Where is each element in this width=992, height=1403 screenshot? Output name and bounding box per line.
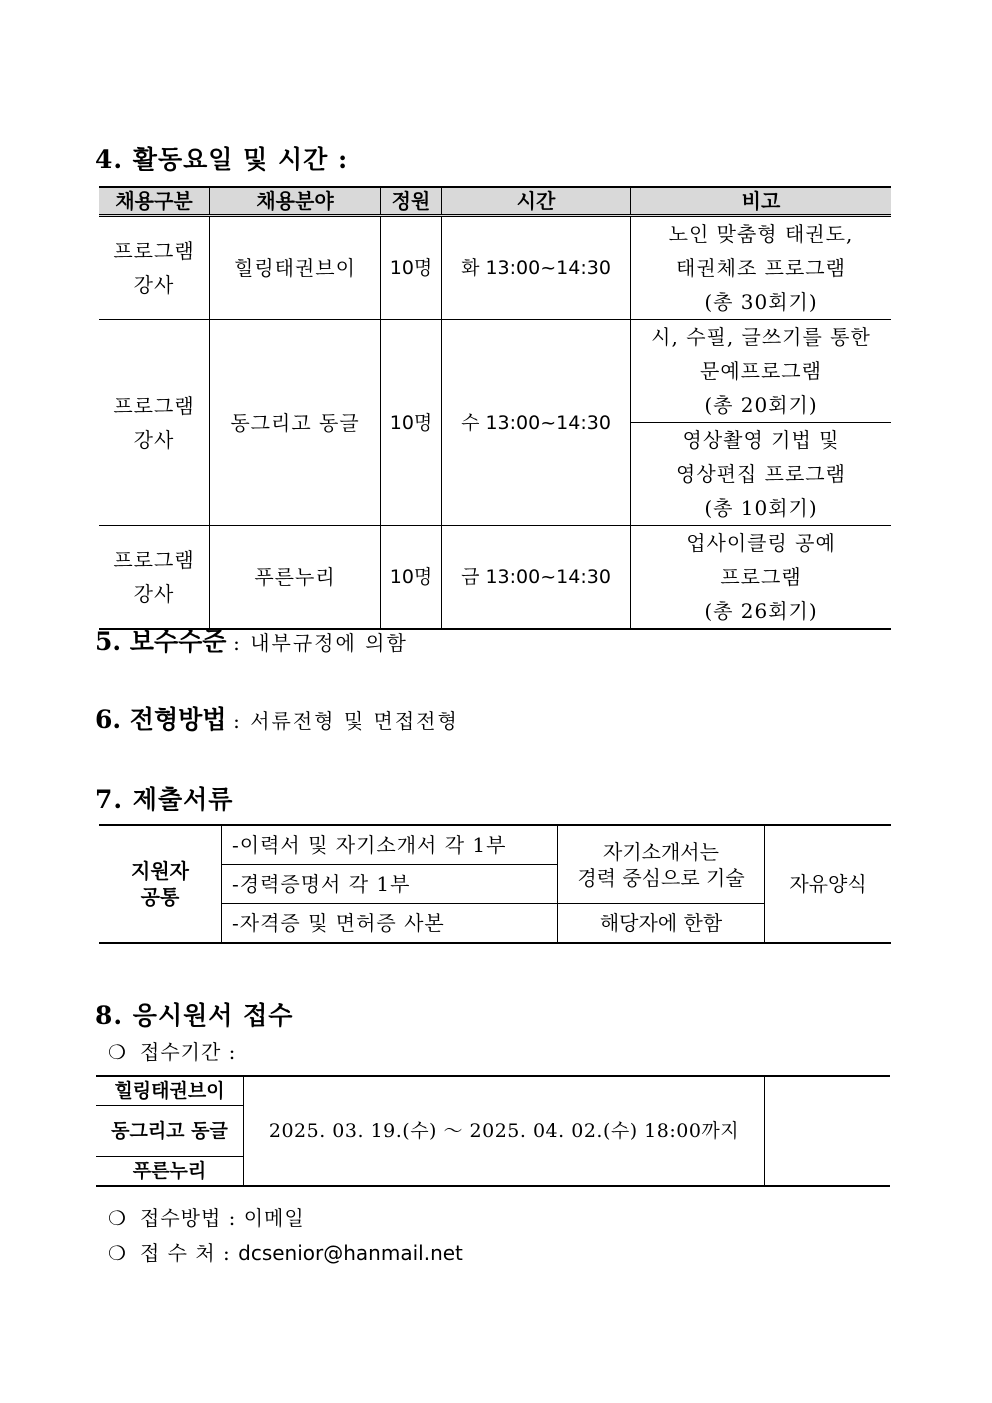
category-line: 지원자 bbox=[131, 859, 189, 883]
note-line: (총 20회기) bbox=[704, 393, 818, 417]
document-remark: 해당자에 한함 bbox=[558, 904, 765, 944]
period-label: 접수기간 : bbox=[140, 1040, 237, 1064]
remark-line: 자기소개서는 bbox=[603, 839, 719, 864]
email-link[interactable]: dcsenior@hanmail.net bbox=[238, 1241, 463, 1265]
category-line: 강사 bbox=[133, 273, 175, 297]
program-name: 동그리고 동글 bbox=[96, 1106, 244, 1157]
row-quota: 10명 bbox=[381, 526, 442, 630]
row-time: 수 13:00~14:30 bbox=[442, 320, 631, 526]
section4-heading: 4. 활동요일 및 시간 : bbox=[95, 145, 349, 174]
note-line: 시, 수필, 글쓰기를 통한 bbox=[651, 325, 871, 349]
circle-bullet-icon: ❍ bbox=[108, 1206, 127, 1230]
row-category bbox=[99, 216, 210, 320]
circle-bullet-icon: ❍ bbox=[108, 1040, 127, 1064]
document-item: -이력서 및 자기소개서 각 1부 bbox=[222, 825, 558, 865]
table-row bbox=[96, 1076, 890, 1106]
header-category: 채용구분 bbox=[99, 187, 210, 216]
note-line: (총 26회기) bbox=[704, 599, 818, 623]
note-line: 태권체조 프로그램 bbox=[676, 256, 846, 280]
category-line: 강사 bbox=[133, 582, 175, 606]
row-category bbox=[99, 320, 210, 526]
row-quota: 10명 bbox=[381, 320, 442, 526]
circle-bullet-icon: ❍ bbox=[108, 1241, 127, 1265]
remark-line: 경력 중심으로 기술 bbox=[577, 865, 745, 890]
row-notes bbox=[631, 423, 892, 526]
section5-label: 5. 보수수준 bbox=[95, 627, 227, 656]
header-notes: 비고 bbox=[631, 187, 892, 216]
applicant-category bbox=[99, 825, 222, 943]
category-line: 프로그램 bbox=[113, 393, 195, 418]
section8-heading: 8. 응시원서 접수 bbox=[95, 1001, 294, 1030]
row-time: 금 13:00~14:30 bbox=[442, 526, 631, 630]
place-line bbox=[108, 1237, 463, 1266]
table-row bbox=[99, 216, 891, 320]
table-header-row bbox=[99, 187, 891, 216]
schedule-table bbox=[99, 186, 891, 630]
section6-value: : 서류전형 및 면접전형 bbox=[233, 709, 459, 733]
document-format: 자유양식 bbox=[765, 825, 892, 943]
method-value: 이메일 bbox=[243, 1206, 305, 1230]
document-remark bbox=[558, 825, 765, 904]
row-category bbox=[99, 526, 210, 630]
note-line: 업사이클링 공예 bbox=[686, 531, 836, 555]
note-line: 노인 맞춤형 태권도, bbox=[668, 222, 854, 246]
row-notes bbox=[631, 526, 892, 630]
header-quota: 정원 bbox=[381, 187, 442, 216]
row-quota: 10명 bbox=[381, 216, 442, 320]
note-line: 문예프로그램 bbox=[700, 359, 822, 383]
document-item: -경력증명서 각 1부 bbox=[222, 865, 558, 904]
header-time: 시간 bbox=[442, 187, 631, 216]
section5-value: : 내부규정에 의함 bbox=[233, 631, 408, 655]
application-period-table bbox=[96, 1075, 890, 1187]
category-line: 프로그램 bbox=[113, 239, 195, 263]
table-row bbox=[99, 825, 891, 865]
section6-line bbox=[95, 700, 459, 736]
row-notes bbox=[631, 320, 892, 423]
category-line: 프로그램 bbox=[113, 548, 195, 572]
note-line: 프로그램 bbox=[720, 565, 802, 589]
document-item: -자격증 및 면허증 사본 bbox=[222, 904, 558, 944]
row-notes bbox=[631, 216, 892, 320]
period-label-line bbox=[108, 1036, 236, 1065]
note-line: 영상촬영 기법 및 bbox=[682, 428, 840, 452]
section5-line bbox=[95, 622, 408, 658]
section7-heading: 7. 제출서류 bbox=[95, 785, 234, 814]
section6-label: 6. 전형방법 bbox=[95, 705, 227, 734]
program-name: 힐링태권브이 bbox=[114, 1080, 225, 1102]
application-period: 2025. 03. 19.(수) ～ 2025. 04. 02.(수) 18:00까지 bbox=[244, 1076, 765, 1186]
category-line: 공통 bbox=[140, 885, 180, 909]
program-name: 푸른누리 bbox=[132, 1160, 207, 1182]
method-line bbox=[108, 1202, 305, 1231]
row-field: 푸른누리 bbox=[210, 526, 381, 630]
header-field: 채용분야 bbox=[210, 187, 381, 216]
row-field: 힐링태권브이 bbox=[210, 216, 381, 320]
method-label: 접수방법 : bbox=[140, 1206, 244, 1230]
note-line: (총 30회기) bbox=[704, 290, 818, 314]
empty-cell bbox=[765, 1076, 891, 1186]
table-row bbox=[99, 320, 891, 423]
note-line: (총 10회기) bbox=[704, 496, 818, 520]
row-field: 동그리고 동글 bbox=[210, 320, 381, 526]
table-row bbox=[99, 526, 891, 630]
note-line: 영상편집 프로그램 bbox=[676, 462, 846, 486]
row-time: 화 13:00~14:30 bbox=[442, 216, 631, 320]
category-line: 강사 bbox=[133, 427, 175, 452]
documents-table bbox=[99, 824, 891, 944]
place-label: 접 수 처 : bbox=[140, 1241, 239, 1265]
